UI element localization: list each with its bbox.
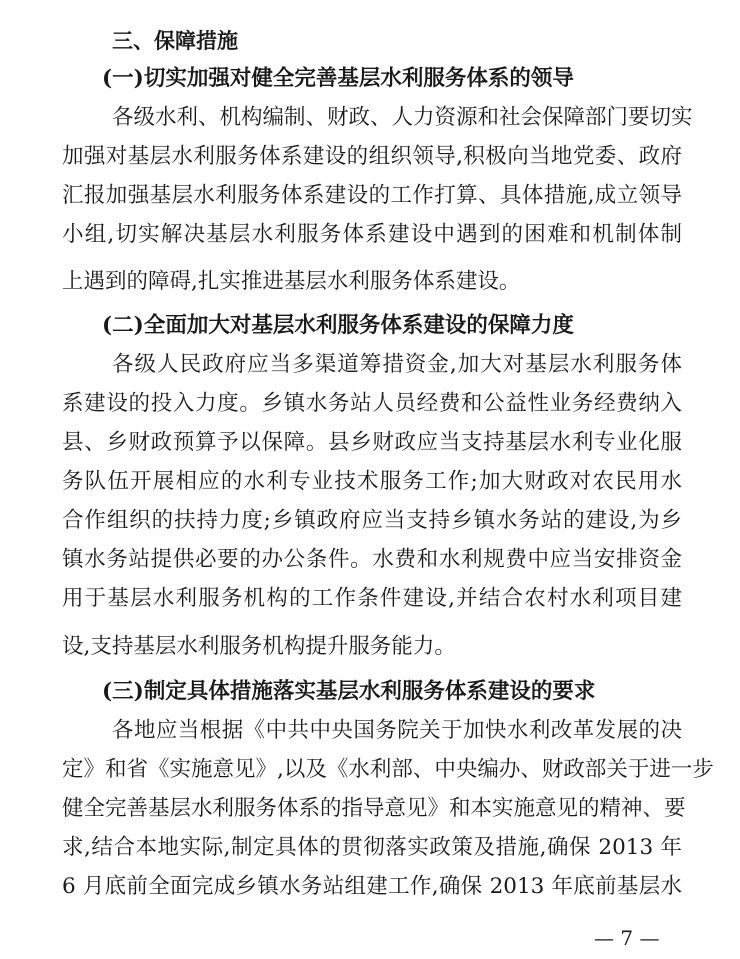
paragraph-line: 6 月底前全面完成乡镇水务站组建工作,确保 2013 年底前基层水: [62, 874, 682, 899]
paragraph-line: 求,结合本地实际,制定具体的贯彻落实政策及措施,确保 2013 年: [62, 835, 682, 860]
subsection-heading-3: (三)制定具体措施落实基层水利服务体系建设的要求: [102, 679, 596, 704]
paragraph-line: 健全完善基层水利服务体系的指导意见》和本实施意见的精神、要: [62, 796, 686, 821]
paragraph-line: 用于基层水利服务机构的工作条件建设,并结合农村水利项目建: [62, 586, 682, 611]
paragraph-line: 县、乡财政预算予以保障。县乡财政应当支持基层水利专业化服: [62, 430, 682, 455]
subsection-heading-1: (一)切实加强对健全完善基层水利服务体系的领导: [102, 66, 574, 91]
paragraph-line: 汇报加强基层水利服务体系建设的工作打算、具体措施,成立领导: [62, 183, 682, 208]
paragraph-line: 上遇到的障碍,扎实推进基层水利服务体系建设。: [62, 269, 521, 294]
paragraph-line: 系建设的投入力度。乡镇水务站人员经费和公益性业务经费纳入: [62, 391, 682, 416]
paragraph-line: 加强对基层水利服务体系建设的组织领导,积极向当地党委、政府: [62, 144, 682, 169]
paragraph-line: 务队伍开展相应的水利专业技术服务工作;加大财政对农民用水: [62, 469, 682, 494]
paragraph-line: 各地应当根据《中共中央国务院关于加快水利改革发展的决: [112, 718, 682, 743]
paragraph-line: 定》和省《实施意见》,以及《水利部、中央编办、财政部关于进一步: [62, 757, 714, 782]
paragraph-line: 镇水务站提供必要的办公条件。水费和水利规费中应当安排资金: [62, 547, 682, 572]
paragraph-line: 各级人民政府应当多渠道筹措资金,加大对基层水利服务体: [112, 352, 682, 377]
page-number: — 7 —: [594, 926, 660, 950]
paragraph-line: 设,支持基层水利服务机构提升服务能力。: [62, 634, 456, 659]
subsection-heading-2: (二)全面加大对基层水利服务体系建设的保障力度: [102, 313, 574, 338]
section-heading: 三、保障措施: [112, 29, 238, 53]
paragraph-line: 各级水利、机构编制、财政、人力资源和社会保障部门要切实: [112, 105, 693, 130]
paragraph-line: 合作组织的扶持力度;乡镇政府应当支持乡镇水务站的建设,为乡: [62, 508, 682, 533]
paragraph-line: 小组,切实解决基层水利服务体系建设中遇到的困难和机制体制: [62, 222, 682, 247]
